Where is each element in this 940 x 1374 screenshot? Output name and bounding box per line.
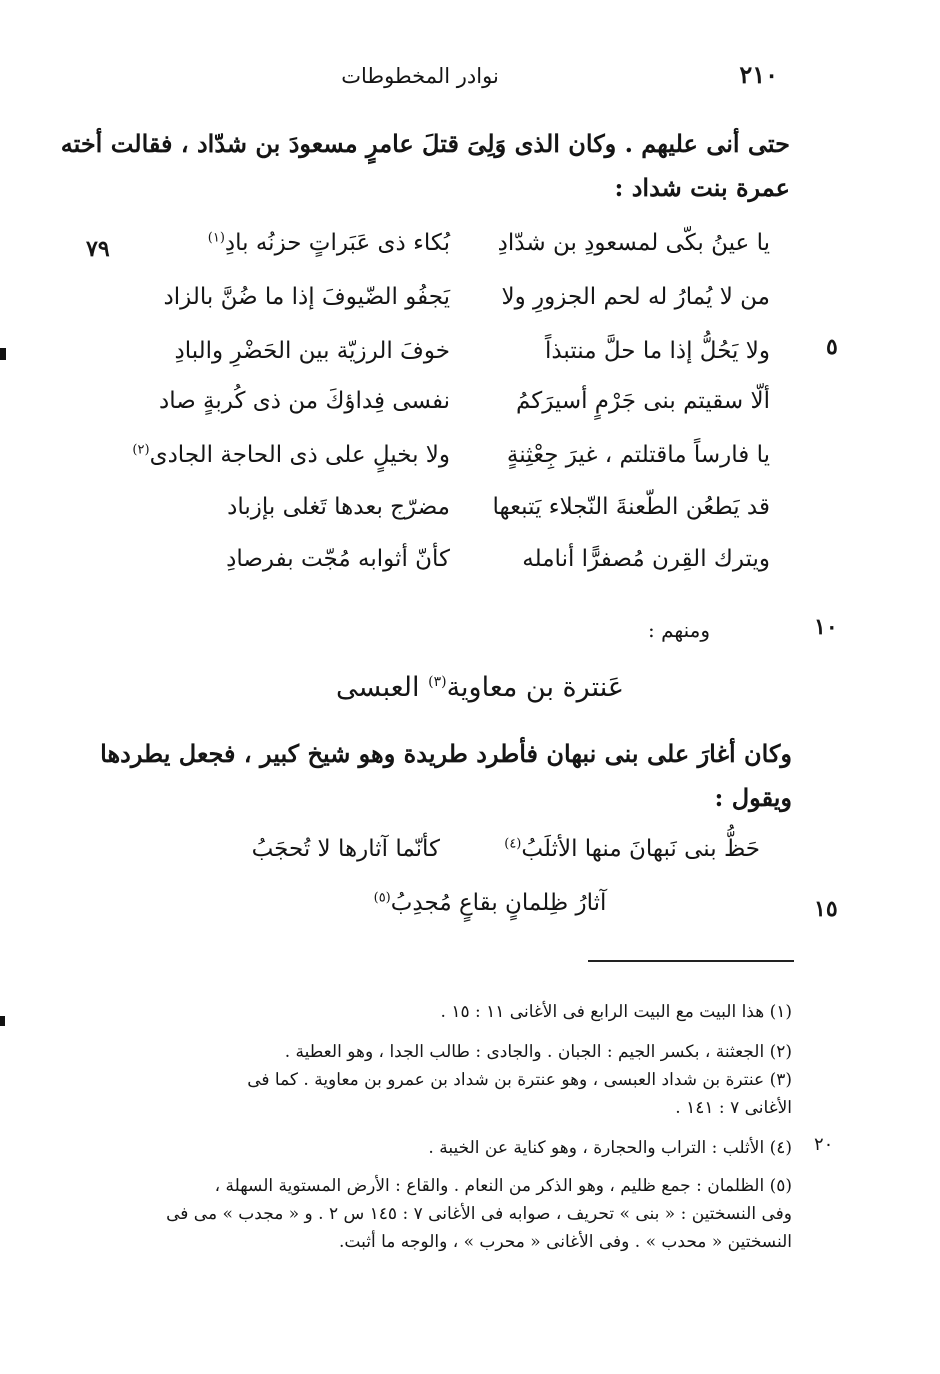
- verse-row-1: [150, 230, 770, 280]
- footnote-5-line-2: وفى النسختين : « بنى » تحريف ، صوابه فى الأغانى ٧ : ١٤٥ س ٢ . و « مجدب » مى فى: [166, 1204, 792, 1224]
- hemistich-right: ولا يَحُلُّ إذا ما حلَّ منتبذاً: [544, 338, 770, 364]
- hemistich-left: [132, 442, 450, 468]
- footnote-4: (٤) الأثلب : التراب والحجارة ، وهو كناية عن الخيبة .: [428, 1138, 792, 1158]
- intro-line-2: عمرة بنت شداد :: [614, 173, 790, 202]
- second-paragraph: [100, 732, 792, 820]
- scan-edge-mark: [0, 1016, 5, 1026]
- margin-line-number-10: ١٠: [814, 614, 838, 640]
- verse-row-7: [150, 546, 770, 596]
- running-header-title: نوادر المخطوطات: [341, 64, 499, 88]
- hemistich-left: مضرّج بعدها تَغلى بإزباد: [227, 494, 450, 520]
- intro-paragraph: [60, 122, 790, 210]
- verse-row-4: [150, 388, 770, 438]
- hemistich-right: من لا يُمارُ له لحم الجزورِ ولا: [501, 284, 770, 310]
- margin-line-number-20: ٢٠: [814, 1134, 834, 1155]
- footnote-3-line-2: الأغانى ٧ : ١٤١ .: [675, 1098, 792, 1118]
- paragraph-line-1: وكان أغارَ على بنى نبهان فأطرد طريدة وهو شيخ كبير ، فجعل يطردها: [100, 739, 792, 768]
- footnote-marker: (٢): [132, 442, 150, 458]
- verse-row-2: [150, 284, 770, 334]
- hemistich-right: قد يَطعُن الطّعنةَ النّجلاء يَتبعها: [492, 494, 770, 520]
- hemistich-left: يَجفُو الضّيوفَ إذا ما ضُنَّ بالزاد: [163, 284, 450, 310]
- hemistich-left: [150, 230, 450, 256]
- scan-edge-mark: [0, 348, 6, 360]
- hemistich-right: يا عينُ بكّى لمسعودِ بن شدّادِ: [497, 230, 770, 256]
- footnote-2: (٢) الجعثنة ، بكسر الجيم : الجبان . والجادى : طالب الجدا ، وهو العطية .: [284, 1042, 792, 1062]
- page-number: ٢١٠: [739, 60, 778, 89]
- footnote-3-line-1: (٣) عنترة بن شداد العبسى ، وهو عنترة بن شداد بن عمرو بن معاوية . كما فى: [247, 1070, 792, 1090]
- heading-tribe: العبسى: [336, 672, 420, 703]
- footnote-marker: (١): [207, 230, 225, 246]
- verse-row-5: [132, 442, 770, 492]
- paragraph-line-2: ويقول :: [714, 783, 792, 812]
- footnote-marker: (٥): [373, 890, 391, 906]
- rajaz-right: [460, 836, 760, 862]
- footnote-5-line-1: (٥) الظلمان : جمع ظليم ، وهو الذكر من النعام . والقاع : الأرض المستوية السهلة ،: [214, 1176, 792, 1196]
- hemistich-left-text: بُكاء ذى عَبَراتٍ حزنُه بادِ: [224, 230, 450, 256]
- rajaz-line-2-text: آثارُ ظِلمانٍ بقاعٍ مُجدِبُ: [390, 890, 607, 916]
- hemistich-left: كأنّ أثوابه مُجّت بفرصادِ: [226, 546, 450, 572]
- margin-line-number-5: ٥: [826, 334, 838, 360]
- footnote-5-line-3: النسختين « محدب » . وفى الأغانى « محرب » ، والوجه ما أثبت.: [339, 1232, 792, 1252]
- footnote-marker: (٤): [504, 836, 522, 852]
- hemistich-left: خوفَ الرزيّة بين الحَضْرِ والبادِ: [174, 338, 450, 364]
- verse-row-3: [150, 338, 770, 388]
- footnote-separator: [588, 960, 794, 962]
- margin-number-79: ٧٩: [86, 236, 110, 262]
- heading-name: عَنترة بن معاوية: [446, 672, 624, 703]
- hemistich-right: ويترك القِرن مُصفرًّا أنامله: [522, 546, 770, 572]
- intro-line-1: حتى أنى عليهم . وكان الذى وَلِىَ قتلَ عامرٍ مسعودَ بن شدّاد ، فقالت أخته: [60, 129, 790, 158]
- verse-row-6: [150, 494, 770, 544]
- footnote-marker: (٣): [428, 674, 447, 690]
- hemistich-left: نفسى فِداؤكَ من ذى كُربةٍ صاد: [158, 388, 450, 414]
- rajaz-line-1: [160, 836, 760, 886]
- hemistich-left-text: ولا بخيلٍ على ذى الحاجة الجادى: [149, 442, 450, 468]
- hemistich-right: ألّا سقيتم بنى جَرْمٍ أسيرَكمُ: [515, 388, 770, 414]
- footnote-5: [120, 1172, 792, 1262]
- footnote-3: [120, 1066, 792, 1126]
- footnote-1: (١) هذا البيت مع البيت الرابع فى الأغانى ١١ : ١٥ .: [440, 1002, 792, 1022]
- section-intro: ومنهم :: [647, 618, 710, 642]
- section-heading: [300, 672, 660, 703]
- rajaz-right-text: حَظُّ بنى نَبهانَ منها الأثلَبُ: [521, 836, 760, 862]
- rajaz-left: كأنّما آثارها لا تُحجَبُ: [251, 836, 440, 862]
- hemistich-right: يا فارساً ماقتلتم ، غيرَ جِعْثِنةٍ: [506, 442, 770, 468]
- rajaz-line-2: [340, 890, 640, 916]
- margin-line-number-15: ١٥: [814, 896, 838, 922]
